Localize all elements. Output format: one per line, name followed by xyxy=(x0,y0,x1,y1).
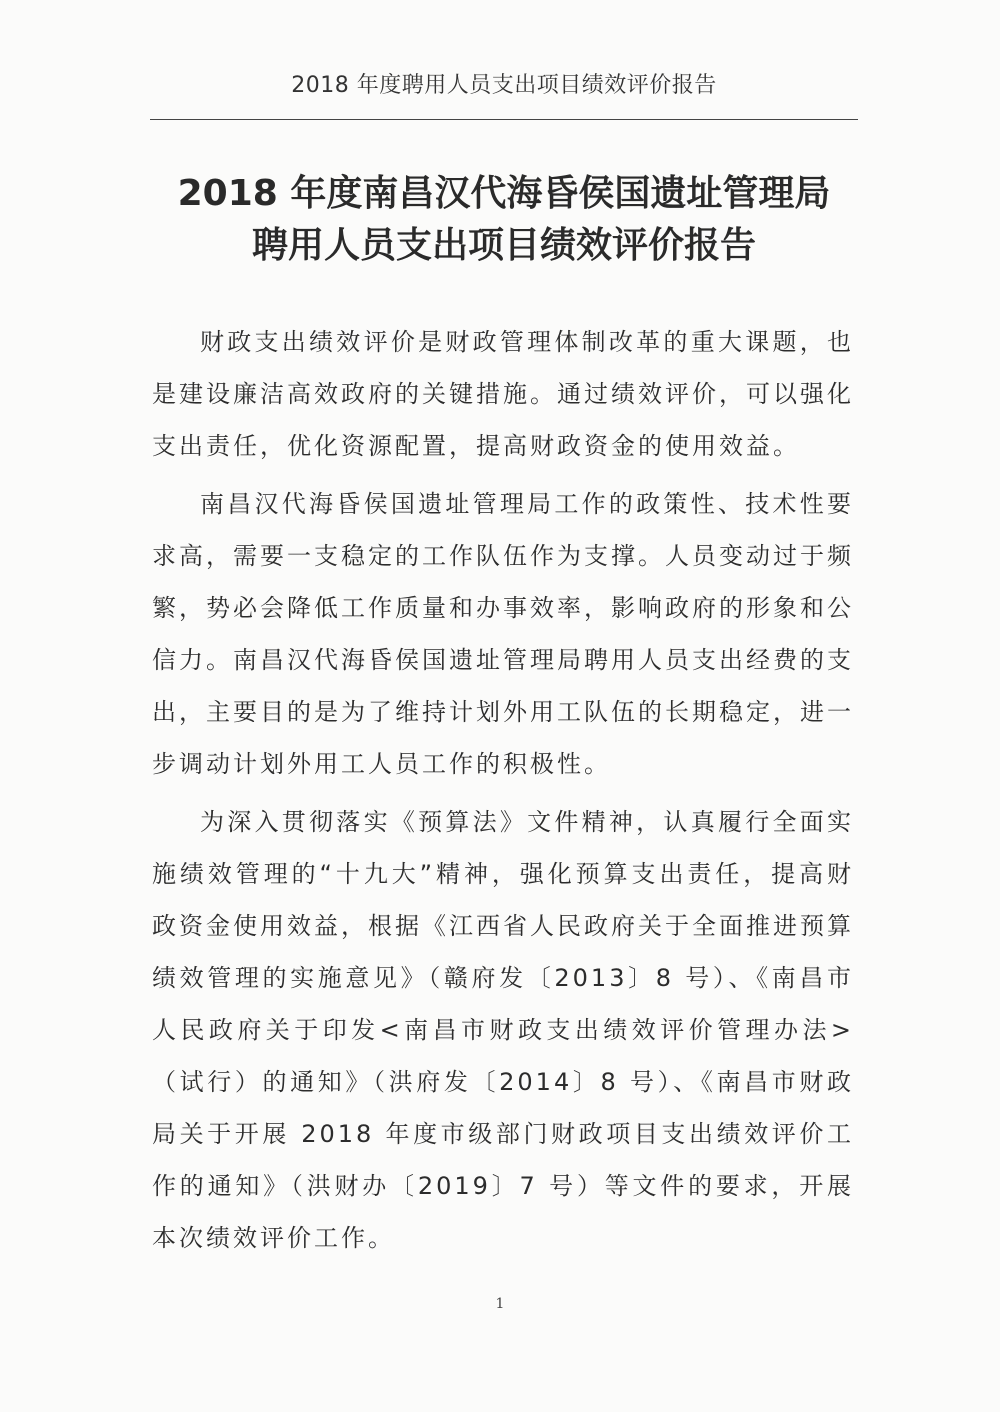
running-header: 2018 年度聘用人员支出项目绩效评价报告 xyxy=(291,73,717,98)
document-title-line-1: 2018 年度南昌汉代海昏侯国遗址管理局 xyxy=(177,173,831,214)
document-body xyxy=(152,316,854,1270)
body-paragraph-3: 为深入贯彻落实《预算法》文件精神，认真履行全面实施绩效管理的“十九大”精神，强化预算支出责任，提高财政资金使用效益，根据《江西省人民政府关于全面推进预算绩效管理的实施意见》（赣府发〔2013〕8 号）、《南昌市人民政府关于印发<南昌市财政支出绩效评价管理办法>（试行）的通知》（洪府发〔2014〕8 号）、《南昌市财政局关于开展 2018 年度市级部门财政项目支出绩效评价工作的通知》（洪财办〔2019〕7 号）等文件的要求，开展本次绩效评价工作。 xyxy=(152,808,854,1252)
document-title-line-2: 聘用人员支出项目绩效评价报告 xyxy=(251,225,756,266)
page-number: 1 xyxy=(495,1296,505,1312)
header-divider xyxy=(150,119,858,120)
document-title xyxy=(150,168,858,272)
body-paragraph-1: 财政支出绩效评价是财政管理体制改革的重大课题，也是建设廉洁高效政府的关键措施。通过绩效评价，可以强化支出责任，优化资源配置，提高财政资金的使用效益。 xyxy=(152,328,854,460)
body-paragraph-2: 南昌汉代海昏侯国遗址管理局工作的政策性、技术性要求高，需要一支稳定的工作队伍作为支撑。人员变动过于频繁，势必会降低工作质量和办事效率，影响政府的形象和公信力。南昌汉代海昏侯国遗址管理局聘用人员支出经费的支出，主要目的是为了维持计划外用工队伍的长期稳定，进一步调动计划外用工人员工作的积极性。 xyxy=(152,490,854,778)
